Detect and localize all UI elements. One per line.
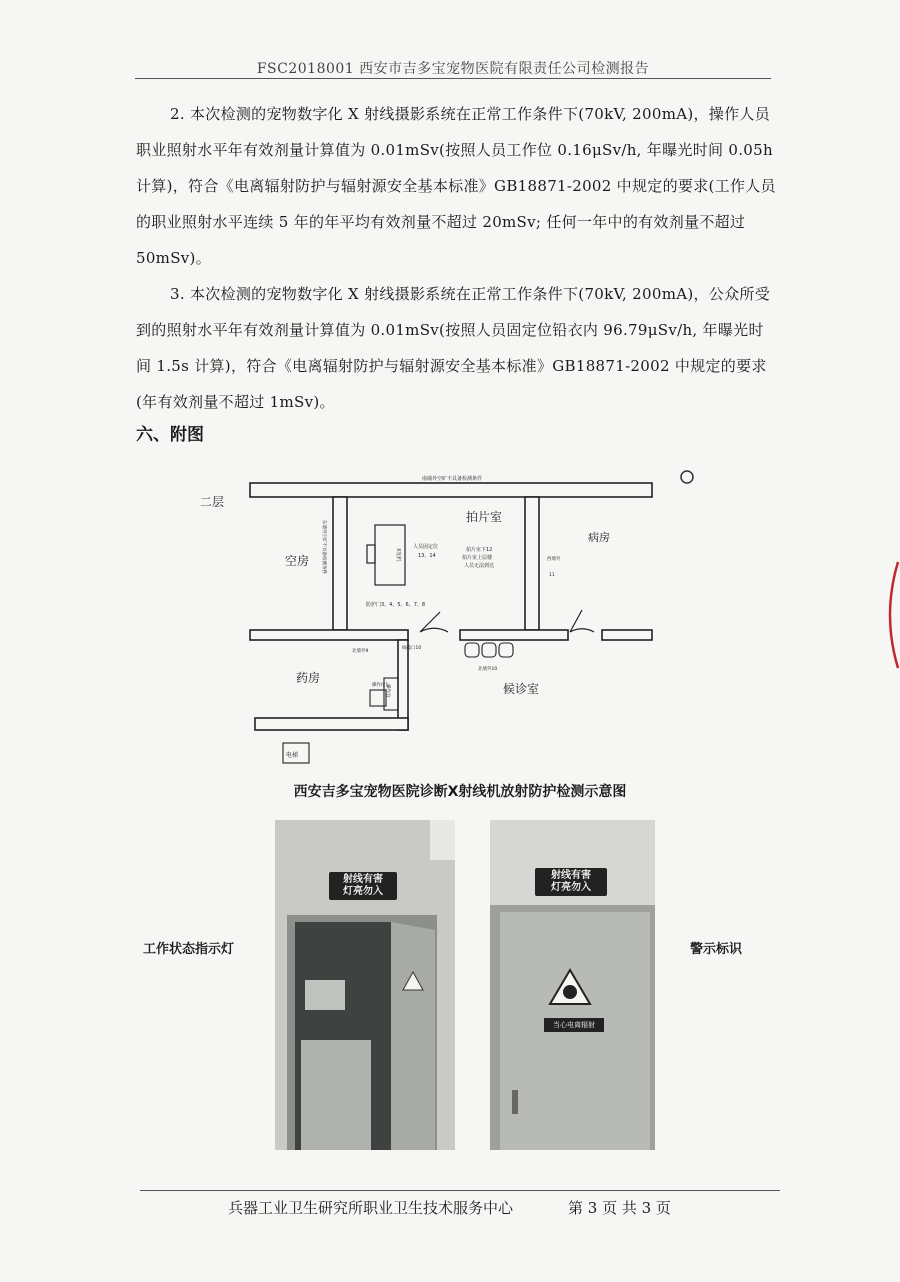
wall-empty-right [333,497,347,630]
red-stamp-edge-icon [882,560,900,670]
plan-note-north-10: 北墙外10 [478,667,498,672]
photo-label-left: 工作状态指示灯 [143,942,235,957]
wall-xray-right [525,497,539,630]
plan-note-cable: 线缆口10 [402,646,422,651]
plan-note-staff-points: 13、14 [418,553,436,559]
plan-note-door-points: 防护门3、4、5、6、7、8 [366,602,426,608]
plan-room-pharmacy: 药房 [296,671,321,685]
chairs-icon [465,643,513,657]
plan-room-waiting: 候诊室 [503,682,540,696]
wall-pharmacy-bottom [255,718,408,730]
plan-note-west-wall: 东墙外空旷不具备检测条件 [321,520,326,574]
sign-line-1-left: 射线有害 [343,874,383,885]
wall-bottom-right [602,630,652,640]
plan-note-upstairs: 拍片室上层楼 [462,555,493,561]
plan-room-ward: 病房 [588,531,610,544]
sign-line-2-left: 灯亮勿入 [343,886,383,897]
door-xray [420,612,448,632]
plan-room-elevator: 电梯 [286,752,299,759]
footer-rule [140,1190,780,1191]
door-ward [570,610,594,632]
radiation-icon [563,985,577,999]
report-header: FSC2018001 西安市吉多宝宠物医院有限责任公司检测报告 [256,61,650,77]
registration-mark-icon [681,471,693,483]
sign-line-2-right: 灯亮勿入 [551,882,591,893]
footer-org: 兵器工业卫生研究所职业卫生技术服务中心 [228,1199,514,1217]
plan-note-staff-fixed: 人员固定位 [413,544,439,550]
plan-room-xray: 拍片室 [466,510,503,524]
sign-line-1-right: 射线有害 [551,870,591,881]
paragraph-3: 3. 本次检测的宠物数字化 X 射线摄影系统在正常工作条件下(70kV, 200mA)，公众所受到的照射水平年有效剂量计算值为 0.01mSv(按照人员固定位铅衣内 96.79μSv/h, 年曝光时间 1.5s 计算)，符合《电离辐射防护与辐射源安全基本标准》GB18871-2002 中规定的要求(年有效剂量不超过 1mSv)。 [136,285,771,411]
warning-plate-text: 当心电离辐射 [553,1021,595,1029]
wall-pharmacy-right [398,640,408,730]
plan-note-east-point: 11 [549,573,555,578]
plan-note-no-access: 人员无法到达 [464,563,495,569]
plan-room-empty: 空房 [285,554,310,568]
plan-floor-label: 二层 [200,495,225,509]
plan-note-east-wall: 西墙外 [547,557,561,562]
plan-note-console: 操作台 [385,684,390,698]
wall-bottom-mid [460,630,568,640]
plan-note-machine: X光机 [395,548,401,562]
plan-note-downstairs: 拍片室下12 [466,547,493,553]
wall-bottom-left [250,630,408,640]
plan-caption: 西安吉多宝宠物医院诊断X射线机放射防护检测示意图 [293,784,627,800]
wall-top [250,483,652,497]
photo-warning-sign [490,820,655,1150]
photo-indicator-light [275,820,455,1150]
section-heading: 六、附图 [136,425,204,445]
plan-note-operator: 操作位1 [372,683,389,688]
plan-top-note: 南墙外空旷不具备检测条件 [421,476,483,482]
plan-note-north-9: 北墙外9 [352,649,369,654]
photo-label-right: 警示标识 [690,942,743,957]
paragraph-2: 2. 本次检测的宠物数字化 X 射线摄影系统在正常工作条件下(70kV, 200mA)，操作人员职业照射水平年有效剂量计算值为 0.01mSv(按照人员工作位 0.16μSv/h, 年曝光时间 0.05h 计算)，符合《电离辐射防护与辐射源安全基本标准》GB18871-2002 中规定的要求(工作人员的职业照射水平连续 5 年的年平均有效剂量不超过 20mSv; 任何一年中的有效剂量不超过 50mSv)。 [136,105,776,267]
footer-page: 第 3 页 共 3 页 [568,1199,671,1217]
